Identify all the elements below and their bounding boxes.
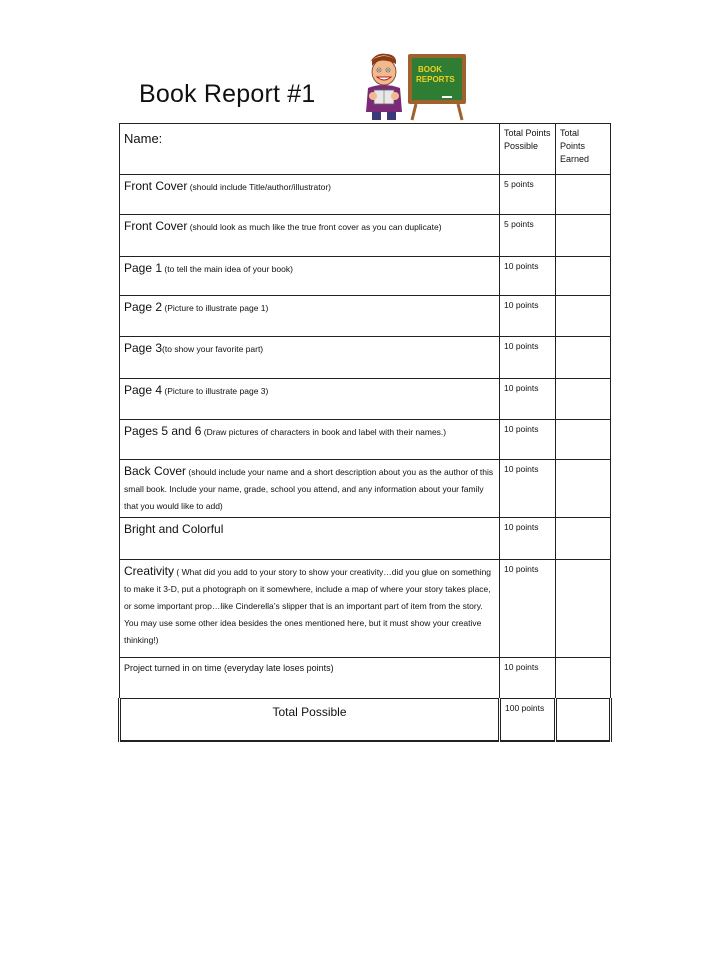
criterion-cell [120,460,500,518]
rubric-row [120,658,611,699]
criterion-title: Front Cover [124,179,188,193]
header-row [120,124,611,175]
points-earned-cell[interactable] [556,420,611,460]
points-earned-cell[interactable] [556,215,611,257]
points-earned-cell[interactable] [556,460,611,518]
points-possible-cell: 10 points [500,658,556,699]
criterion-title: Page 3 [124,341,163,355]
name-label: Name: [120,124,500,175]
criterion-cell [120,420,500,460]
rubric-row [120,215,611,257]
rubric-row [120,518,611,560]
criterion-cell [120,296,500,337]
criterion-title: Page 4 [124,383,163,397]
criterion-title: Front Cover [124,219,188,233]
points-possible-cell: 10 points [500,296,556,337]
points-earned-cell[interactable] [556,379,611,420]
points-possible-cell: 10 points [500,460,556,518]
criterion-note: Project turned in on time (everyday late loses points) [124,663,334,673]
criterion-title: Page 2 [124,300,163,314]
rubric-row [120,420,611,460]
points-possible-cell: 10 points [500,337,556,379]
criterion-title: Bright and Colorful [124,522,224,536]
criterion-note: ( What did you add to your story to show your creativity…did you glue on something to make it 3-D, put a photograph on it somewhere, include a map of where your story takes place, or some important prop…like Cinderella’s slipper that is an important part of item from the story. You may use some other idea besides the ones mentioned here, but it must show your creative thinking!) [124,567,492,645]
criterion-title: Back Cover [124,464,187,478]
criterion-note: (to show your favorite part) [162,344,264,354]
total-points-earned-header: Total Points Earned [556,124,611,175]
rubric-row [120,460,611,518]
criterion-cell [120,257,500,296]
points-earned-cell[interactable] [556,337,611,379]
rubric-row [120,175,611,215]
total-points-value: 100 points [500,699,556,741]
total-possible-label: Total Possible [120,699,500,741]
points-possible-cell: 10 points [500,518,556,560]
points-possible-cell: 10 points [500,420,556,460]
rubric-table [118,123,612,742]
points-earned-cell[interactable] [556,296,611,337]
criterion-cell [120,175,500,215]
criterion-title: Creativity [124,564,175,578]
total-points-possible-header: Total Points Possible [500,124,556,175]
criterion-title: Pages 5 and 6 [124,424,202,438]
rubric-row [120,379,611,420]
criterion-note: (should look as much like the true front cover as you can duplicate) [187,222,442,232]
svg-text:REPORTS: REPORTS [416,75,455,84]
total-earned-cell[interactable] [556,699,611,741]
criterion-cell [120,518,500,560]
total-row [120,699,611,741]
criterion-title: Page 1 [124,261,163,275]
points-earned-cell[interactable] [556,257,611,296]
rubric-row [120,560,611,658]
criterion-cell [120,379,500,420]
points-possible-cell: 10 points [500,560,556,658]
points-possible-cell: 5 points [500,215,556,257]
boy-with-book-reports-chalkboard-icon [360,50,472,122]
criterion-cell [120,215,500,257]
criterion-cell [120,658,500,699]
criterion-note: (should include your name and a short description about you as the author of this small book. Include your name, grade, school you attend, and any information about your family that you would like to add) [124,467,494,511]
svg-text:BOOK: BOOK [418,65,442,74]
rubric-row [120,257,611,296]
criterion-cell [120,560,500,658]
points-earned-cell[interactable] [556,518,611,560]
points-earned-cell[interactable] [556,560,611,658]
points-possible-cell: 10 points [500,379,556,420]
points-earned-cell[interactable] [556,658,611,699]
criterion-cell [120,337,500,379]
points-possible-cell: 5 points [500,175,556,215]
page-title: Book Report #1 [139,80,316,108]
criterion-note: (Draw pictures of characters in book and label with their names.) [201,427,447,437]
criterion-note: (should include Title/author/illustrator) [187,182,331,192]
points-possible-cell: 10 points [500,257,556,296]
rubric-row [120,296,611,337]
criterion-note: (Picture to illustrate page 3) [162,386,269,396]
points-earned-cell[interactable] [556,175,611,215]
criterion-note: (to tell the main idea of your book) [162,264,293,274]
criterion-note: (Picture to illustrate page 1) [162,303,269,313]
rubric-row [120,337,611,379]
